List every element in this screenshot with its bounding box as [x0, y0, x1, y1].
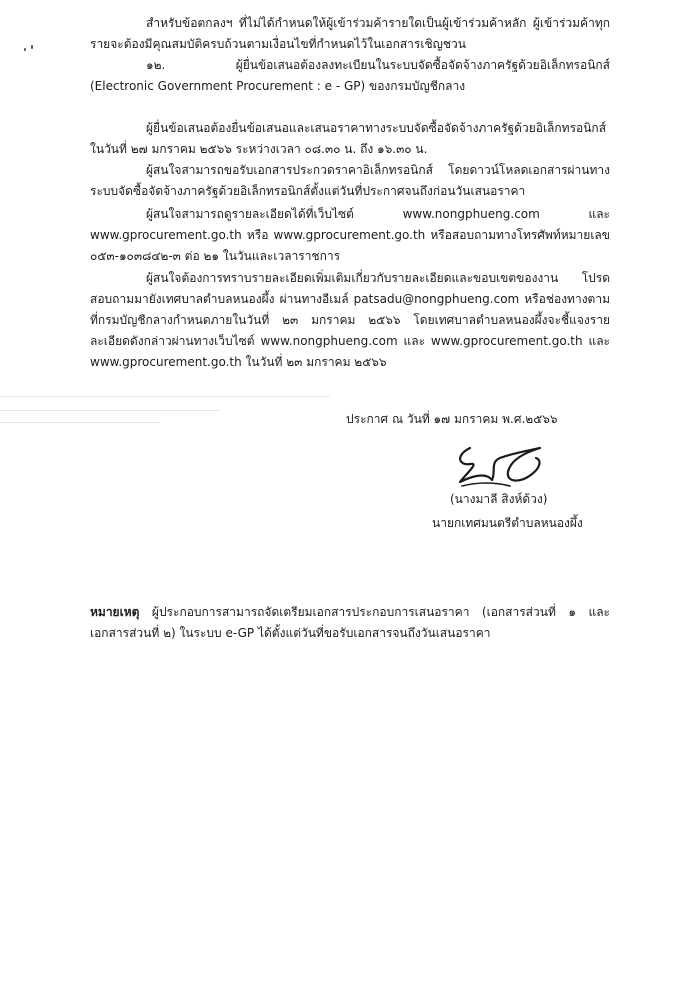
signer-title: นายกเทศมนตรีตำบลหนองผึ้ง: [432, 516, 583, 530]
paragraph-submission-date: ผู้ยื่นข้อเสนอต้องยื่นข้อเสนอและเสนอราคาทางระบบจัดซื้อจัดจ้างภาครัฐด้วยอิเล็กทรอนิกส์ ในวันที่ ๒๗ มกราคม ๒๕๖๖ ระหว่างเวลา ๐๘.๓๐ น. ถึง ๑๖.๓๐ น.: [90, 121, 607, 156]
note-text: ผู้ประกอบการสามารถจัดเตรียมเอกสารประกอบการเสนอราคา (เอกสารส่วนที่ ๑ และเอกสารส่วนที่ ๒) ในระบบ e-GP ได้ตั้งแต่วันที่ขอรับเอกสารจนถึงวันเสนอราคา: [90, 605, 610, 640]
scan-speck: [31, 45, 33, 49]
paragraph-inquiry: ผู้สนใจต้องการทราบรายละเอียดเพิ่มเติมเกี่ยวกับรายละเอียดและขอบเขตของงาน โปรดสอบถามมายังเทศบาลตำบลหนองผึ้ง ผ่านทางอีเมล์ patsadu@nongphueng.com หรือช่องทางตามที่กรมบัญชีกลางกำหนดภายในวันที่ ๒๓ มกราคม ๒๕๖๖ โดยเทศบาลตำบลหนองผึ้งจะชี้แจงรายละเอียดดังกล่าวผ่านทางเว็บไซต์ www.nongphueng.com และ www.gprocurement.go.th และ www.gprocurement.go.th ในวันที่ ๒๓ มกราคม ๒๕๖๖: [90, 271, 610, 369]
scan-artifact: [0, 422, 160, 423]
paragraph-document-download: ผู้สนใจสามารถขอรับเอกสารประกวดราคาอิเล็กทรอนิกส์ โดยดาวน์โหลดเอกสารผ่านทางระบบจัดซื้อจัดจ้างภาครัฐด้วยอิเล็กทรอนิกส์ตั้งแต่วันที่ประกาศจนถึงก่อนวันเสนอราคา: [90, 163, 610, 198]
signature-image: [450, 442, 560, 492]
scan-artifact: [0, 410, 220, 411]
scan-speck: [24, 48, 26, 51]
paragraph-joint-venture: สำหรับข้อตกลงฯ ที่ไม่ได้กำหนดให้ผู้เข้าร่วมค้ารายใดเป็นผู้เข้าร่วมค้าหลัก ผู้เข้าร่วมค้าทุกรายจะต้องมีคุณสมบัติครบถ้วนตามเงื่อนไขที่กำหนดไว้ในเอกสารเชิญชวน: [90, 16, 610, 51]
note-label: หมายเหตุ: [90, 605, 140, 619]
paragraph-website-contact: ผู้สนใจสามารถดูรายละเอียดได้ที่เว็บไซต์ www.nongphueng.com และ www.gprocurement.go.th หรือ www.gprocurement.go.th หรือสอบถามทางโทรศัพท์หมายเลข ๐๕๓-๑๐๓๘๔๒-๓ ต่อ ๒๑ ในวันและเวลาราชการ: [90, 207, 610, 263]
announcement-date: ประกาศ ณ วันที่ ๑๗ มกราคม พ.ศ.๒๕๖๖: [346, 412, 558, 426]
paragraph-egp-registration: ๑๒. ผู้ยื่นข้อเสนอต้องลงทะเบียนในระบบจัดซื้อจัดจ้างภาครัฐด้วยอิเล็กทรอนิกส์ (Electronic Government Procurement : e - GP) ของกรมบัญชีกลาง: [90, 58, 610, 93]
note-paragraph: [90, 602, 610, 644]
scan-artifact: [0, 396, 330, 397]
signer-name: (นางมาลี สิงห์ด้วง): [450, 492, 548, 506]
